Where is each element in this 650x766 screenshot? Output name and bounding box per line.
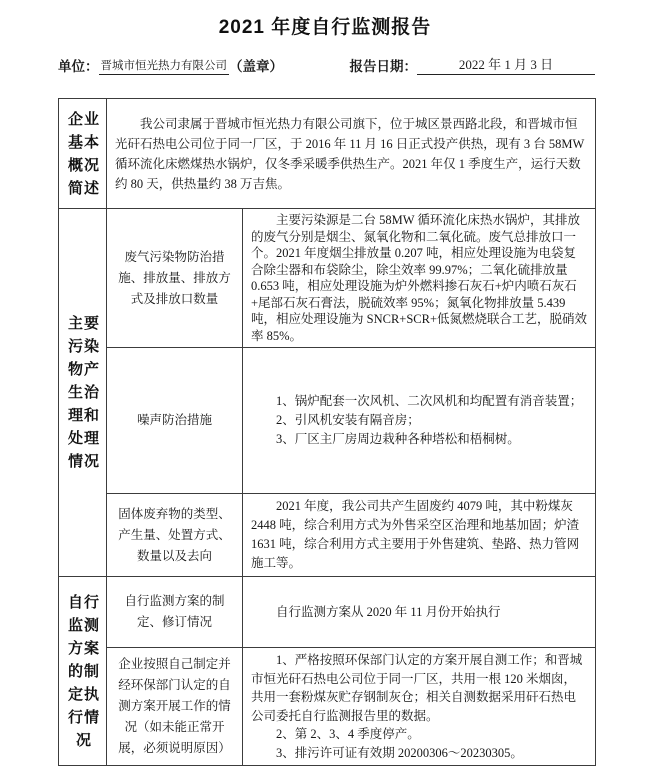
table-row (59, 209, 596, 348)
paragraph: 1、锅炉配套一次风机、二次风机和均配置有消音装置； (276, 394, 583, 408)
label-plan-execution: 企业按照自己制定并经环保部门认定的自测方案开展工作的情况（如未能正常开展，必须说明原因） (107, 648, 243, 766)
paragraph: 3、排污许可证有效期 20200306～20230305。 (276, 745, 523, 760)
paragraph: 我公司隶属于晋城市恒光热力有限公司旗下，位于城区景西路北段，和晋城市恒光矸石热电公司位于同一厂区，于 2016 年 11 月 16 日正式投产供热，现有 3 台 58MW 循环流化床燃煤热水锅炉，仅冬季采暖季供热生产。2021 年仅 1 季度生产，运行天数约 80 天，供热量约 38 万吉焦。 (115, 116, 585, 191)
content-waste-gas (243, 209, 596, 348)
report-table (58, 98, 596, 766)
unit-value: 晋城市恒光热力有限公司 (99, 57, 230, 75)
date-value: 2022 年 1 月 3 日 (417, 54, 595, 75)
table-row (59, 577, 596, 648)
content-noise (243, 348, 596, 494)
paragraph: 2、第 2、3、4 季度停产。 (276, 727, 420, 741)
table-row (59, 494, 596, 577)
table-row (59, 99, 596, 209)
paragraph: 自行监测方案从 2020 年 11 月份开始执行 (276, 604, 501, 619)
page-title: 2021 年度自行监测报告 (218, 17, 432, 38)
content-solid-waste (243, 494, 596, 577)
unit-label: 单位： (58, 59, 99, 74)
section-header-pollution-control: 主要污染物产生治理和处理情况 (59, 209, 107, 577)
table-row (59, 648, 596, 766)
section-header-monitoring-plan: 自行监测方案的制定执行情况 (59, 577, 107, 766)
label-noise: 噪声防治措施 (107, 348, 243, 494)
section-header-company-overview: 企业基本概况简述 (59, 99, 107, 209)
date-label: 报告日期： (349, 59, 417, 74)
content-company-overview (107, 99, 596, 209)
label-waste-gas: 废气污染物防治措施、排放量、排放方式及排放口数量 (107, 209, 243, 348)
stamp-note: （盖章） (229, 59, 283, 74)
label-plan-revision: 自行监测方案的制定、修订情况 (107, 577, 243, 648)
content-plan-execution (243, 648, 596, 766)
paragraph: 1、严格按照环保部门认定的方案开展自测工作；和晋城市恒光矸石热电公司位于同一厂区，共用一根 120 米烟囱，共用一套粉煤灰贮存钢制灰仓；相关自测数据采用矸石热电公司委托自行监测报告里的数据。 (251, 653, 583, 723)
paragraph: 2、引风机安装有隔音房； (276, 413, 420, 427)
label-solid-waste: 固体废弃物的类型、产生量、处置方式、数量以及去向 (107, 494, 243, 577)
paragraph: 主要污染源是二台 58MW 循环流化床热水锅炉，其排放的废气分别是烟尘、氮氧化物和二氧化硫。废气总排放口一个。2021 年度烟尘排放量 0.207 吨，相应处理设施为电袋复合除尘器和布袋除尘，除尘效率 99.97%；二氧化硫排放量 0.653 吨，相应处理设施为炉外燃料掺石灰石+炉内喷石灰石+尾部石灰石膏法，脱硫效率 95%；氮氧化物排放量 5.439 吨，相应处理设施为 SNCR+SCR+低氮燃烧联合工艺，脱硝效率 85%。 (251, 213, 588, 343)
report-meta-row (58, 54, 595, 75)
content-plan-revision (243, 577, 596, 648)
report-date-group (350, 54, 596, 75)
paragraph: 3、厂区主厂房周边栽种各种塔松和梧桐树。 (276, 432, 520, 446)
table-row (59, 348, 596, 494)
paragraph: 2021 年度，我公司共产生固废约 4079 吨，其中粉煤灰 2448 吨，综合利用方式为外售采空区治理和地基加固；炉渣 1631 吨，综合利用方式主要用于外售建筑、垫路、热力管网施工等。 (251, 499, 580, 570)
